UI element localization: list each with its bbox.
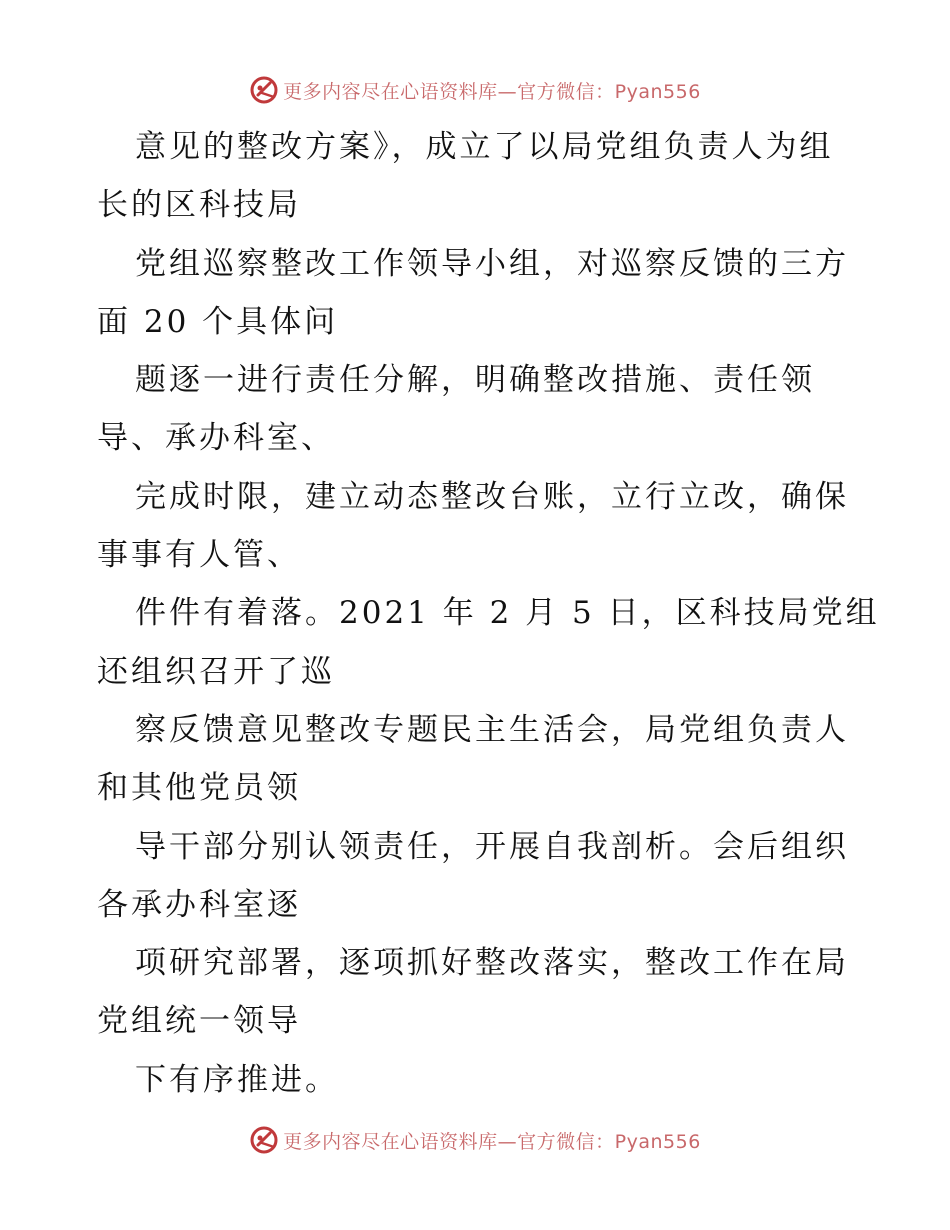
red-brush-seal-icon	[249, 75, 279, 105]
text-line: 党组巡察整改工作领导小组，对巡察反馈的三方	[135, 245, 849, 282]
text-line: 长的区科技局	[97, 187, 301, 224]
text-line: 完成时限，建立动态整改台账，立行立改，确保	[135, 478, 849, 515]
text-line: 还组织召开了巡	[97, 653, 335, 690]
text-line: 下有序推进。	[135, 1061, 339, 1098]
text-line: 面 20 个具体问	[97, 303, 339, 340]
document-body	[97, 118, 880, 1109]
watermark-text: 更多内容尽在心语资料库—官方微信：Pyan556	[283, 80, 701, 103]
text-line: 导、承办科室、	[97, 420, 335, 457]
footer-watermark-banner	[0, 1120, 950, 1160]
text-line: 意见的整改方案》，成立了以局党组负责人为组	[135, 129, 834, 165]
text-line: 各承办科室逐	[97, 886, 301, 923]
watermark-text: 更多内容尽在心语资料库—官方微信：Pyan556	[283, 1130, 701, 1153]
header-watermark-banner	[0, 70, 950, 110]
text-line: 和其他党员领	[97, 770, 301, 807]
text-line: 事事有人管、	[97, 537, 301, 574]
red-brush-seal-icon	[249, 1125, 279, 1155]
text-line: 党组统一领导	[97, 1003, 301, 1040]
text-line: 察反馈意见整改专题民主生活会，局党组负责人	[135, 711, 849, 748]
text-line: 题逐一进行责任分解，明确整改措施、责任领	[135, 362, 815, 399]
text-line: 导干部分别认领责任，开展自我剖析。会后组织	[135, 828, 849, 865]
text-line: 项研究部署，逐项抓好整改落实，整改工作在局	[135, 945, 849, 982]
text-line: 件件有着落。2021 年 2 月 5 日，区科技局党组	[135, 595, 880, 632]
